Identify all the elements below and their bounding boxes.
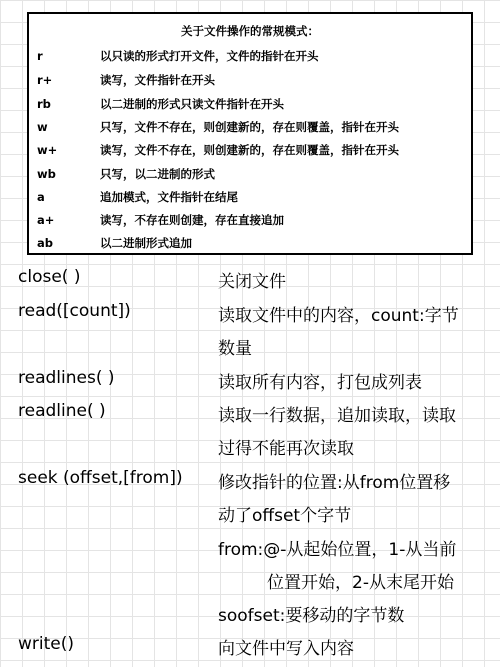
mode-row-wb (29, 162, 471, 186)
mode-desc: 只写，文件不存在，则创建新的，存在则覆盖，指针在开头 (100, 120, 399, 134)
function-desc: 读取文件中的内容，count:字节 (218, 306, 459, 326)
mode-row-r-plus (29, 68, 471, 92)
function-name: readlines( ) (18, 368, 115, 388)
file-mode-table (27, 12, 473, 255)
function-desc: 位置开始，2-从末尾开始 (267, 573, 454, 593)
mode-desc: 以只读的形式打开文件，文件的指针在开头 (100, 49, 319, 63)
mode-code: r (37, 49, 43, 63)
function-desc: 读取所有内容，打包成列表 (218, 373, 422, 393)
mode-row-ab (29, 231, 471, 255)
mode-row-a (29, 185, 471, 209)
mode-desc: 以二进制的形式只读文件指针在开头 (100, 97, 284, 111)
function-desc: 关闭文件 (218, 272, 286, 292)
mode-code: r+ (37, 73, 53, 87)
mode-row-rb (29, 92, 471, 116)
function-desc: 向文件中写入内容 (218, 639, 354, 659)
mode-row-a-plus (29, 208, 471, 232)
mode-code: w (37, 120, 48, 134)
mode-desc: 读写，不存在则创建，存在直接追加 (100, 213, 284, 227)
function-desc: soofset:要移动的字节数 (218, 606, 405, 626)
function-desc: 过得不能再次读取 (218, 439, 354, 459)
mode-desc: 以二进制形式追加 (100, 236, 192, 250)
function-desc: 数量 (218, 339, 252, 359)
function-name: readline( ) (18, 401, 106, 421)
mode-row-w (29, 115, 471, 139)
function-desc: from:@-从起始位置，1-从当前 (218, 540, 457, 560)
mode-row-w-plus (29, 138, 471, 162)
mode-desc: 读写，文件不存在，则创建新的，存在则覆盖，指针在开头 (100, 143, 399, 157)
mode-code: w+ (37, 143, 58, 157)
function-name: seek (offset,[from]) (18, 468, 183, 488)
mode-code: a+ (37, 213, 55, 227)
mode-code: wb (37, 167, 56, 181)
function-desc: 读取一行数据，追加读取，读取 (218, 406, 456, 426)
mode-code: a (37, 190, 45, 204)
function-name: close( ) (18, 267, 81, 287)
function-name: write() (18, 634, 75, 654)
mode-table-title: 关于文件操作的常规模式： (181, 24, 319, 38)
mode-code: rb (37, 97, 51, 111)
mode-desc: 追加模式，文件指针在结尾 (100, 190, 238, 204)
mode-code: ab (37, 236, 53, 250)
function-name: read([count]) (18, 301, 131, 321)
mode-row-r (29, 44, 471, 68)
mode-desc: 读写，文件指针在开头 (100, 73, 215, 87)
function-desc: 修改指针的位置:从from位置移 (218, 473, 451, 493)
mode-desc: 只写，以二进制的形式 (100, 167, 215, 181)
function-desc: 动了offset个字节 (218, 506, 352, 526)
